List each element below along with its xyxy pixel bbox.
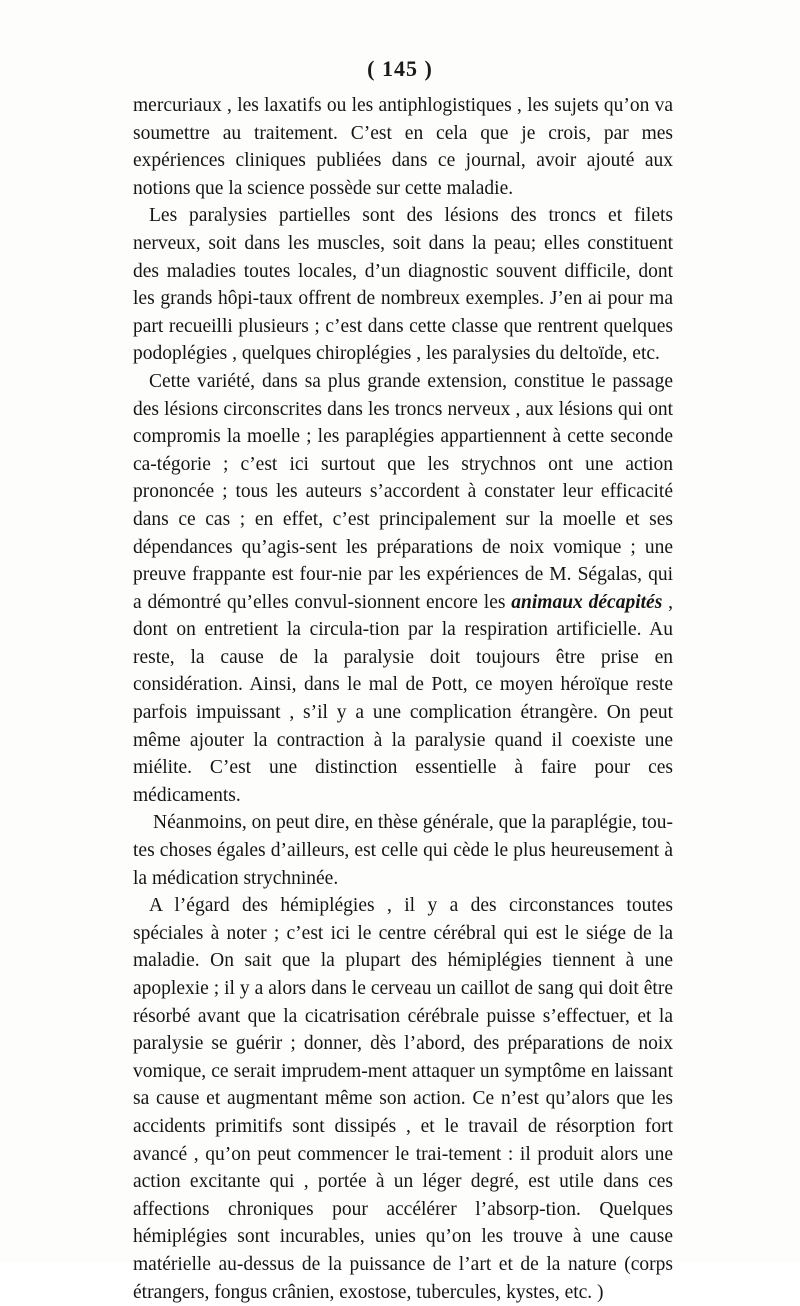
- paragraph-5: A l’égard des hémiplégies , il y a des circonstances toutes spéciales à noter ; c’est ici le centre cérébral qui est le siége de la maladie. On sait que la plupart des hémiplégies tiennent à une apoplexie ; il y a alors dans le cerveau un caillot de sang qui doit être résorbé avant que la cicatrisation cérébrale puisse s’effectuer, et la paralysie se guérir ; donner, dès l’abord, des préparations de noix vomique, ce serait imprudem-ment attaquer un symptôme en laissant sa cause et augmentant même son action. Ce n’est qu’alors que les accidents primitifs sont dissipés , et le travail de résorption fort avancé , qu’on peut commencer le trai-tement : il produit alors une action excitante qui , portée à un léger degré, est utile dans ces affections chroniques pour accélérer l’absorp-tion. Quelques hémiplégies sont incurables, unies qu’on les trouve à une cause matérielle au-dessus de la puissance de l’art et de la nature (corps étrangers, fongus crânien, exostose, tubercules, kystes, etc. ): [133, 895, 673, 1303]
- body-text: [133, 92, 673, 1306]
- paragraph-3-text-after: , dont on entretient la circula-tion par la respiration artificielle. Au reste, la cause de la paralysie doit toujours être prise en considération. Ainsi, dans le mal de Pott, ce moyen héroïque reste parfois impuissant , s’il y a une complication étrangère. On peut même ajouter la contraction à la paralysie quand il coexiste une miélite. C’est une distinction essentielle à faire pour ces médicaments.: [133, 591, 673, 806]
- paragraph-2: Les paralysies partielles sont des lésions des troncs et filets nerveux, soit dans les muscles, soit dans la peau; elles constituent des maladies toutes locales, d’un diagnostic souvent difficile, dont les grands hôpi-taux offrent de nombreux exemples. J’en ai pour ma part recueilli plusieurs ; c’est dans cette classe que rentrent quelques podoplégies , quelques chiroplégies , les paralysies du deltoïde, etc.: [133, 205, 673, 365]
- paragraph-1: mercuriaux , les laxatifs ou les antiphlogistiques , les sujets qu’on va soumettre au traitement. C’est en cela que je crois, par mes expériences cliniques publiées dans ce journal, avoir ajouté aux notions que la science possède sur cette maladie.: [133, 95, 673, 199]
- paragraph-3: [133, 368, 673, 810]
- paragraph-4: Néanmoins, on peut dire, en thèse générale, que la paraplégie, tou-tes choses égales d’ailleurs, est celle qui cède le plus heureusement à la médication strychninée.: [133, 812, 673, 889]
- emphasis-animaux-decapites: animaux décapités: [511, 591, 663, 613]
- page-number: ( 145 ): [367, 56, 433, 81]
- paragraph-3-text-before: Cette variété, dans sa plus grande extension, constitue le passage des lésions circonscrites dans les troncs nerveux , aux lésions qui ont compromis la moelle ; les paraplégies appartiennent à cette seconde ca-tégorie ; c’est ici surtout que les strychnos ont une action prononcée ; tous les auteurs s’accordent à constater leur efficacité dans ce cas ; en effet, c’est principalement sur la moelle et ses dépendances qu’agis-sent les préparations de noix vomique ; une preuve frappante est four-nie par les expériences de M. Ségalas, qui a démontré qu’elles convul-sionnent encore les: [133, 370, 673, 613]
